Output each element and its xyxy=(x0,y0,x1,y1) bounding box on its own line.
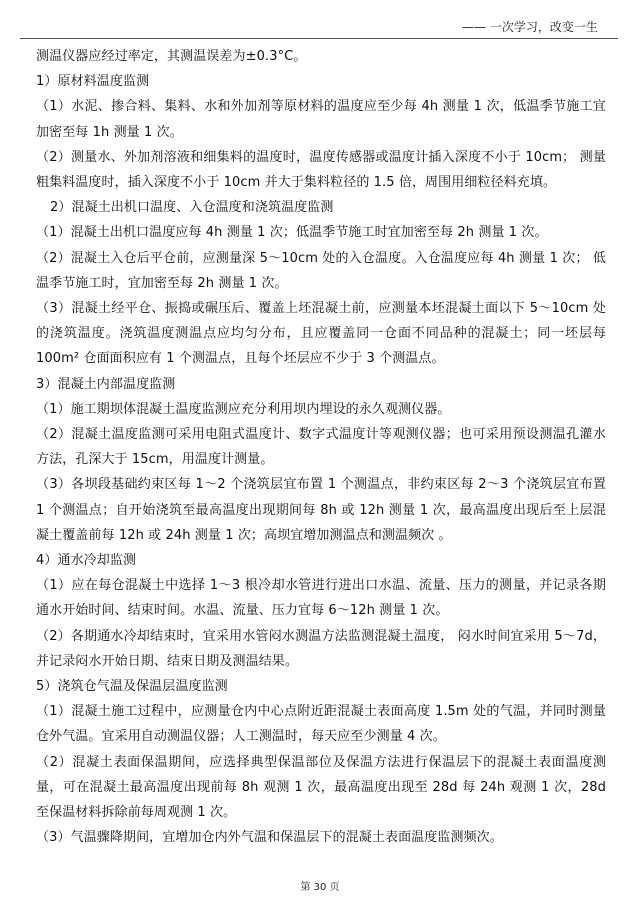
paragraph: （2）测量水、外加剂溶液和细集料的温度时，温度传感器或温度计插入深度不小于 10cm； 测量粗集料温度时，插入深度不小于 10cm 并大于集料粒径的 1.5 倍，周围用细粒径料充填。 xyxy=(36,149,606,191)
header-divider xyxy=(20,38,618,39)
paragraph: （3）气温骤降期间，宜增加仓内外气温和保温层下的混凝土表面温度监测频次。 xyxy=(36,830,503,846)
section-heading: 4）通水冷却监测 xyxy=(36,553,137,569)
section-heading: 2）混凝土出机口温度、入仓温度和浇筑温度监测 xyxy=(50,200,334,216)
paragraph: （1）混凝土出机口温度应每 4h 测量 1 次；低温季节施工时宜加密至每 2h 测量 1 次。 xyxy=(36,225,548,241)
paragraph: （2）混凝土表面保温期间，应选择典型保温部位及保温方法进行保温层下的混凝土表面温度测量，可在混凝土最高温度出现前每 8h 观测 1 次，最高温度出现至 28d 每 24h 观测 1 次，28d 至保温材料拆除前每周观测 1 次。 xyxy=(36,754,606,821)
paragraph: （2）混凝土入仓后平仓前，应测量深 5～10cm 处的入仓温度。入仓温度应每 4h 测量 1 次； 低温季节施工时，宜加密至每 2h 测量 1 次。 xyxy=(36,250,606,291)
paragraph: （1）混凝土施工过程中，应测量仓内中心点附近距混凝土表面高度 1.5m 处的气温，并同时测量仓外气温。宜采用自动测温仪器；人工测温时，每天应至少测量 4 次。 xyxy=(36,704,606,745)
paragraph: （1）施工期坝体混凝土温度监测应充分利用坝内埋设的永久观测仪器。 xyxy=(36,401,451,417)
paragraph: （2）各期通水冷却结束时，宜采用水管闷水测温方法监测混凝土温度， 闷水时间宜采用 5～7d，并记录闷水开始日期、结束日期及测温结果。 xyxy=(36,628,606,669)
paragraph: 测温仪器应经过率定，其测温误差为±0.3°C。 xyxy=(36,49,307,64)
paragraph: （1）水泥、掺合料、集料、水和外加剂等原材料的温度应至少每 4h 测量 1 次，低温季节施工宜加密至每 1h 测量 1 次。 xyxy=(36,99,606,140)
section-heading: 1）原材料温度监测 xyxy=(36,74,150,90)
document-body xyxy=(36,44,606,851)
paragraph: （2）混凝土温度监测可采用电阻式温度计、数字式温度计等观测仪器；也可采用预设测温孔灌水方法，孔深大于 15cm，用温度计测量。 xyxy=(36,427,606,468)
section-heading: 5）浇筑仓气温及保温层温度监测 xyxy=(36,679,228,695)
section-heading: 3）混凝土内部温度监测 xyxy=(36,376,176,392)
paragraph: （1）应在每仓混凝土中选择 1～3 根冷却水管进行进出口水温、流量、压力的测量，并记录各期通水开始时间、结束时间。水温、流量、压力宜每 6～12h 测量 1 次。 xyxy=(36,578,606,619)
paragraph: （3）混凝土经平仓、振捣或碾压后、覆盖上坯混凝土前，应测量本坯混凝土面以下 5～10cm 处的浇筑温度。浇筑温度测温点应均匀分布，且应覆盖同一仓面不同品种的混凝土；同一坯层每 100m² 仓面面积应有 1 个测温点，且每个坯层应不少于 3 个测温点。 xyxy=(36,301,606,367)
page-number: 第 30 页 xyxy=(300,882,340,893)
page-header: —— 一次学习，改变一生 xyxy=(462,20,598,34)
paragraph: （3）各坝段基础约束区每 1～2 个浇筑层宜布置 1 个测温点，非约束区每 2～3 个浇筑层宜布置 1 个测温点；自开始浇筑至最高温度出现期间每 8h 或 12h 测量 1 次，最高温度出现后至上层混凝土覆盖前每 12h 或 24h 测量 1 次；高坝宜增加测温点和测温频次 。 xyxy=(36,477,606,543)
